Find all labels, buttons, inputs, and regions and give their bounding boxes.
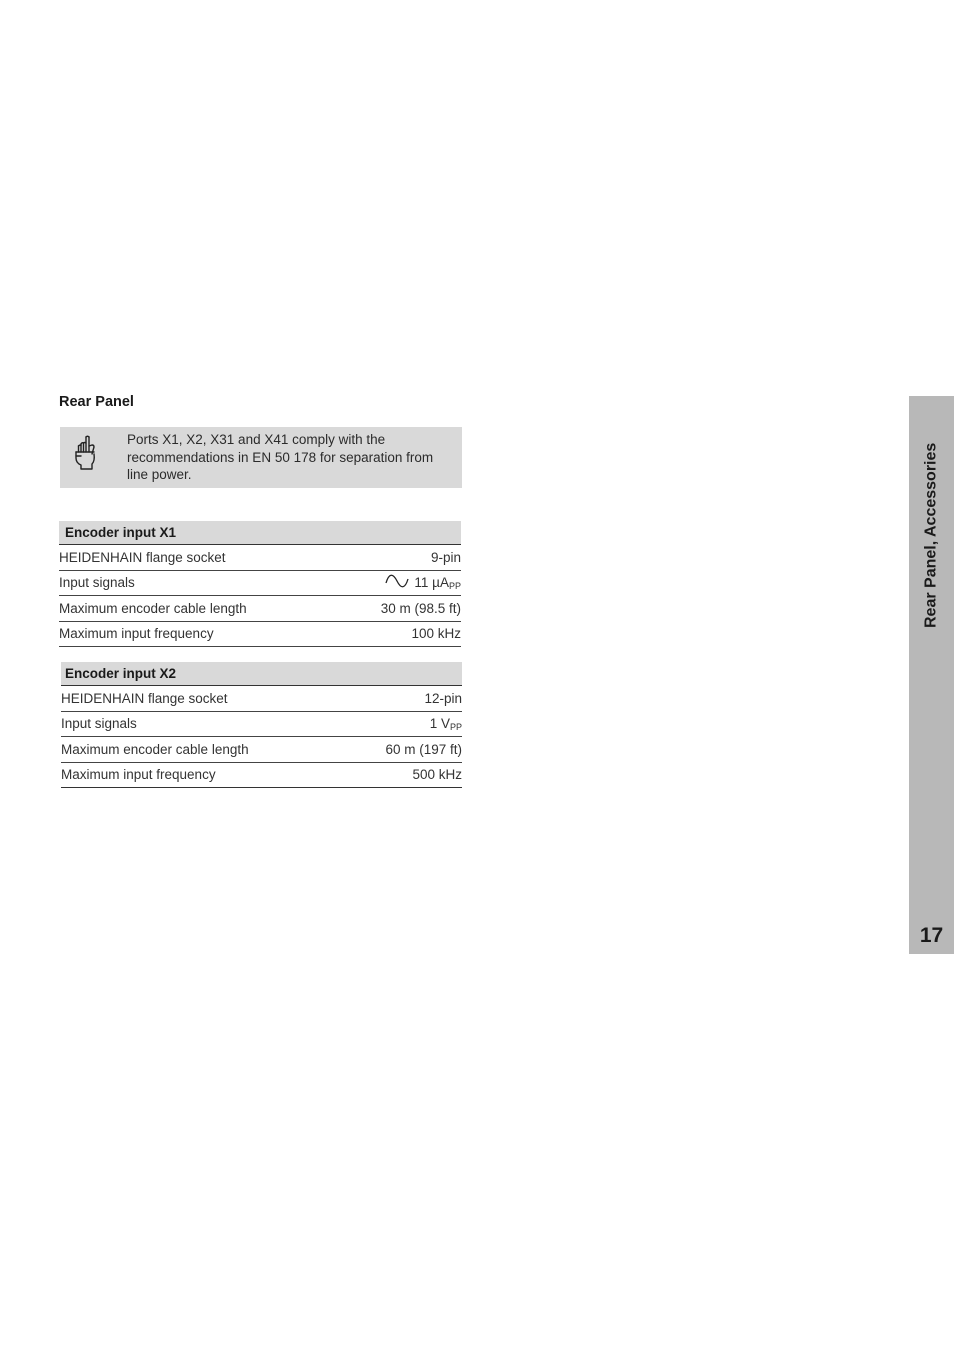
table-row	[59, 596, 461, 622]
chapter-side-tab	[909, 396, 954, 954]
row-value: 9-pin	[341, 545, 462, 571]
row-label: Maximum input frequency	[59, 621, 341, 647]
row-value: 100 kHz	[341, 621, 462, 647]
chapter-title: Rear Panel, Accessories	[922, 442, 940, 628]
row-label: Maximum encoder cable length	[61, 737, 346, 763]
row-value: 12-pin	[346, 686, 462, 712]
value-text: 1 V	[429, 715, 450, 731]
encoder-x2-table	[61, 662, 462, 788]
encoder-x1-table	[59, 521, 461, 647]
page-number: 17	[919, 924, 944, 947]
encoder-x1-title: Encoder input X1	[59, 521, 461, 545]
row-value	[346, 711, 462, 737]
row-value	[341, 570, 462, 596]
row-label: Maximum input frequency	[61, 762, 346, 788]
row-label: Input signals	[61, 711, 346, 737]
table-row	[61, 686, 462, 712]
table-row	[59, 545, 461, 571]
value-text: 11 µA	[414, 575, 449, 591]
sine-wave-icon	[385, 574, 409, 588]
row-label: HEIDENHAIN flange socket	[59, 545, 341, 571]
table-row	[61, 737, 462, 763]
note-box	[60, 427, 462, 488]
table-row	[59, 570, 461, 596]
row-label: HEIDENHAIN flange socket	[61, 686, 346, 712]
pointing-hand-icon	[73, 435, 99, 471]
table-row	[61, 711, 462, 737]
table-row	[59, 621, 461, 647]
row-value: 30 m (98.5 ft)	[341, 596, 462, 622]
row-value: 500 kHz	[346, 762, 462, 788]
value-subscript: PP	[448, 581, 461, 592]
row-value: 60 m (197 ft)	[346, 737, 462, 763]
value-subscript: PP	[449, 721, 462, 732]
encoder-x2-title: Encoder input X2	[61, 662, 462, 686]
note-text: Ports X1, X2, X31 and X41 comply with the recommendations in EN 50 178 for separation from line power.	[127, 432, 434, 482]
row-label: Input signals	[59, 570, 341, 596]
table-row	[61, 762, 462, 788]
row-label: Maximum encoder cable length	[59, 596, 341, 622]
section-title: Rear Panel	[59, 394, 134, 410]
